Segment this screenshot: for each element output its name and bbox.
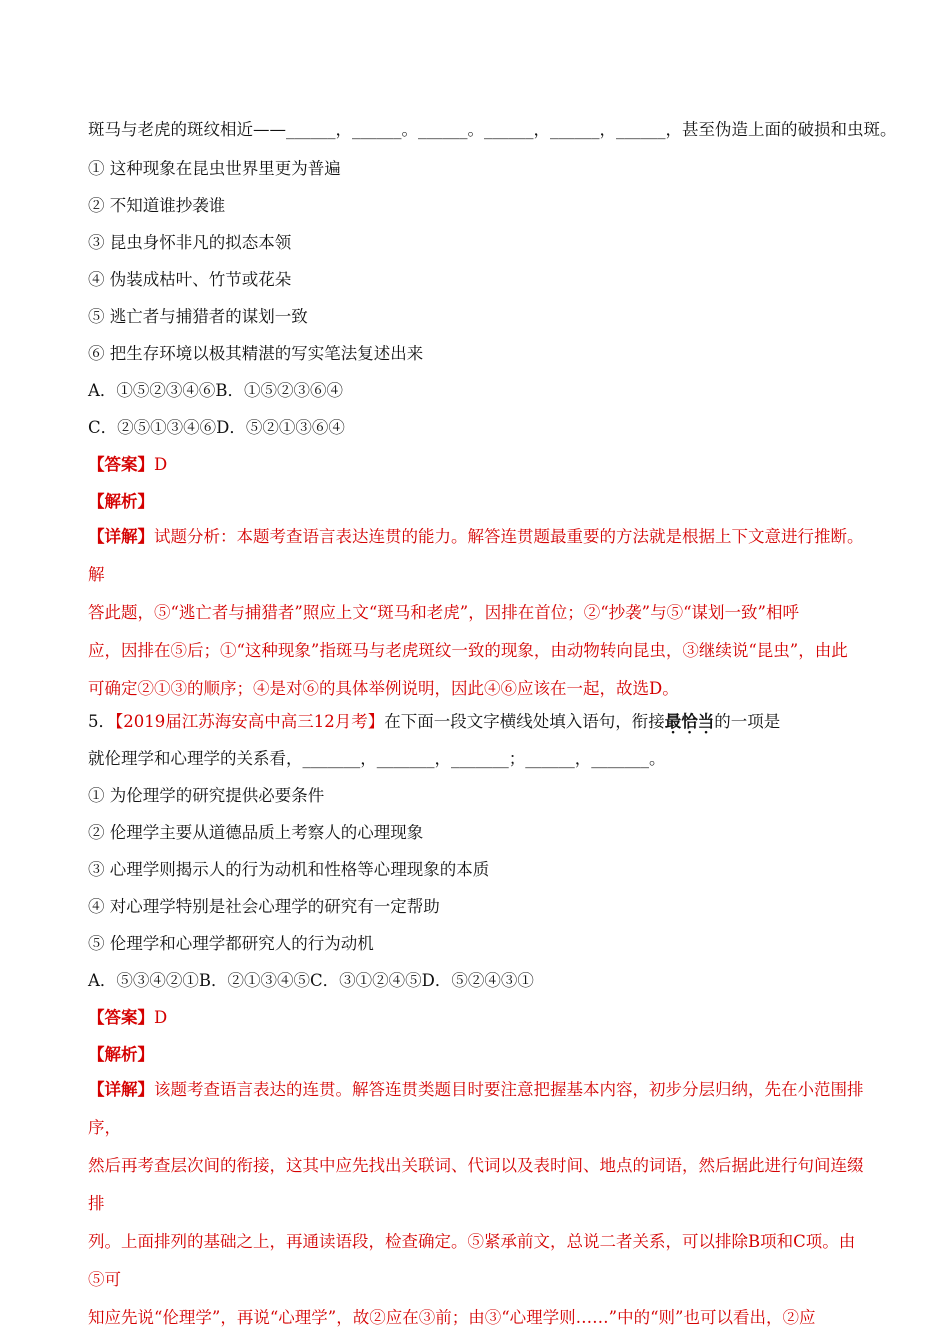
- q4-option-5: ⑤ 逃亡者与捕猎者的谋划一致: [88, 307, 308, 326]
- q4-choices-cd: C．②⑤①③④⑥D．⑤②①③⑥④: [88, 418, 345, 437]
- q4-analysis-heading: [88, 492, 868, 512]
- q5-source: 【2019届江苏海安高中高三12月考】: [115, 712, 385, 731]
- q5-analysis-tag: 【解析】: [88, 1045, 154, 1064]
- q5-answer-value: D: [154, 1008, 168, 1027]
- q4-detail-line-1: [88, 518, 868, 594]
- document-page: [88, 112, 897, 1337]
- q4-detail-line-3: 应，因排在⑤后；①“这种现象”指斑马与老虎斑纹一致的现象，由动物转向昆虫，③继续说“昆虫”，由此: [88, 641, 848, 660]
- q5-detail-line-1: [88, 1071, 868, 1147]
- q5-instruction-emphasis: [665, 712, 715, 731]
- q5-detail-line-4: 知应先说“伦理学”，再说“心理学”，故②应在③前；由③“心理学则……”中的“则”也可以看出，②应: [88, 1308, 816, 1327]
- emphasis-char: 恰: [681, 712, 698, 731]
- emphasis-char: 当: [697, 712, 715, 731]
- q5-option-2: ② 伦理学主要从道德品质上考察人的心理现象: [88, 823, 424, 842]
- q4-choices-ab: A．①⑤②③④⑥B．①⑤②③⑥④: [88, 381, 344, 400]
- q4-answer-tag: 【答案】: [88, 455, 154, 474]
- q5-option-4: ④ 对心理学特别是社会心理学的研究有一定帮助: [88, 897, 440, 916]
- q4-option-3: ③ 昆虫身怀非凡的拟态本领: [88, 233, 292, 252]
- q5-option-5: ⑤ 伦理学和心理学都研究人的行为动机: [88, 934, 374, 953]
- q4-option-4: ④ 伪装成枯叶、竹节或花朵: [88, 270, 292, 289]
- q5-choices: A．⑤③④②①B．②①③④⑤C．③①②④⑤D．⑤②④③①: [88, 971, 534, 990]
- q5-instruction-pre: 在下面一段文字横线处填入语句，衔接: [384, 712, 665, 731]
- q5-detail-tag: 【详解】: [88, 1080, 154, 1099]
- q5-detail: [88, 1071, 868, 1337]
- q5-option-3: ③ 心理学则揭示人的行为动机和性格等心理现象的本质: [88, 860, 490, 879]
- q4-detail-text-1: 试题分析：本题考查语言表达连贯的能力。解答连贯题最重要的方法就是根据上下文意进行推断。解: [88, 527, 864, 584]
- q4-answer-value: D: [154, 455, 168, 474]
- q4-detail-line-2: 答此题，⑤“逃亡者与捕猎者”照应上文“斑马和老虎”，因排在首位；②“抄袭”与⑤“谋划一致”相呼: [88, 603, 799, 622]
- q5-analysis-heading: [88, 1045, 868, 1065]
- q5-header: [88, 712, 868, 732]
- q4-answer: [88, 455, 868, 475]
- q5-answer-tag: 【答案】: [88, 1008, 154, 1027]
- q5-detail-text-1: 该题考查语言表达的连贯。解答连贯类题目时要注意把握基本内容，初步分层归纳，先在小范围排序，: [88, 1080, 864, 1137]
- q5-stem: 就伦理学和心理学的关系看，_______，_______，_______；______，_______。: [88, 749, 666, 768]
- q5-option-1: ① 为伦理学的研究提供必要条件: [88, 786, 325, 805]
- q4-analysis-tag: 【解析】: [88, 492, 154, 511]
- emphasis-char: 最: [664, 712, 682, 731]
- q5-detail-line-2: 然后再考查层次间的衔接，这其中应先找出关联词、代词以及表时间、地点的词语，然后据此进行句间连缀排: [88, 1156, 864, 1213]
- q4-option-1: ① 这种现象在昆虫世界里更为普遍: [88, 159, 341, 178]
- q5-detail-line-3: 列。上面排列的基础之上，再通读语段，检查确定。⑤紧承前文，总说二者关系，可以排除B项和C项。由⑤可: [88, 1232, 856, 1289]
- q4-detail: [88, 518, 868, 708]
- q4-option-6: ⑥ 把生存环境以极其精湛的写实笔法复述出来: [88, 344, 424, 363]
- q5-instruction-post: 的一项是: [714, 712, 781, 731]
- q4-option-2: ② 不知道谁抄袭谁: [88, 196, 226, 215]
- q4-detail-line-4: 可确定②①③的顺序；④是对⑥的具体举例说明，因此④⑥应该在一起，故选D。: [88, 679, 679, 698]
- q5-answer: [88, 1008, 868, 1028]
- q4-stem: 斑马与老虎的斑纹相近——______，______。______。______，______，______，甚至伪造上面的破损和虫斑。: [88, 120, 897, 139]
- q5-number: 5．: [88, 712, 115, 731]
- q4-detail-tag: 【详解】: [88, 527, 154, 546]
